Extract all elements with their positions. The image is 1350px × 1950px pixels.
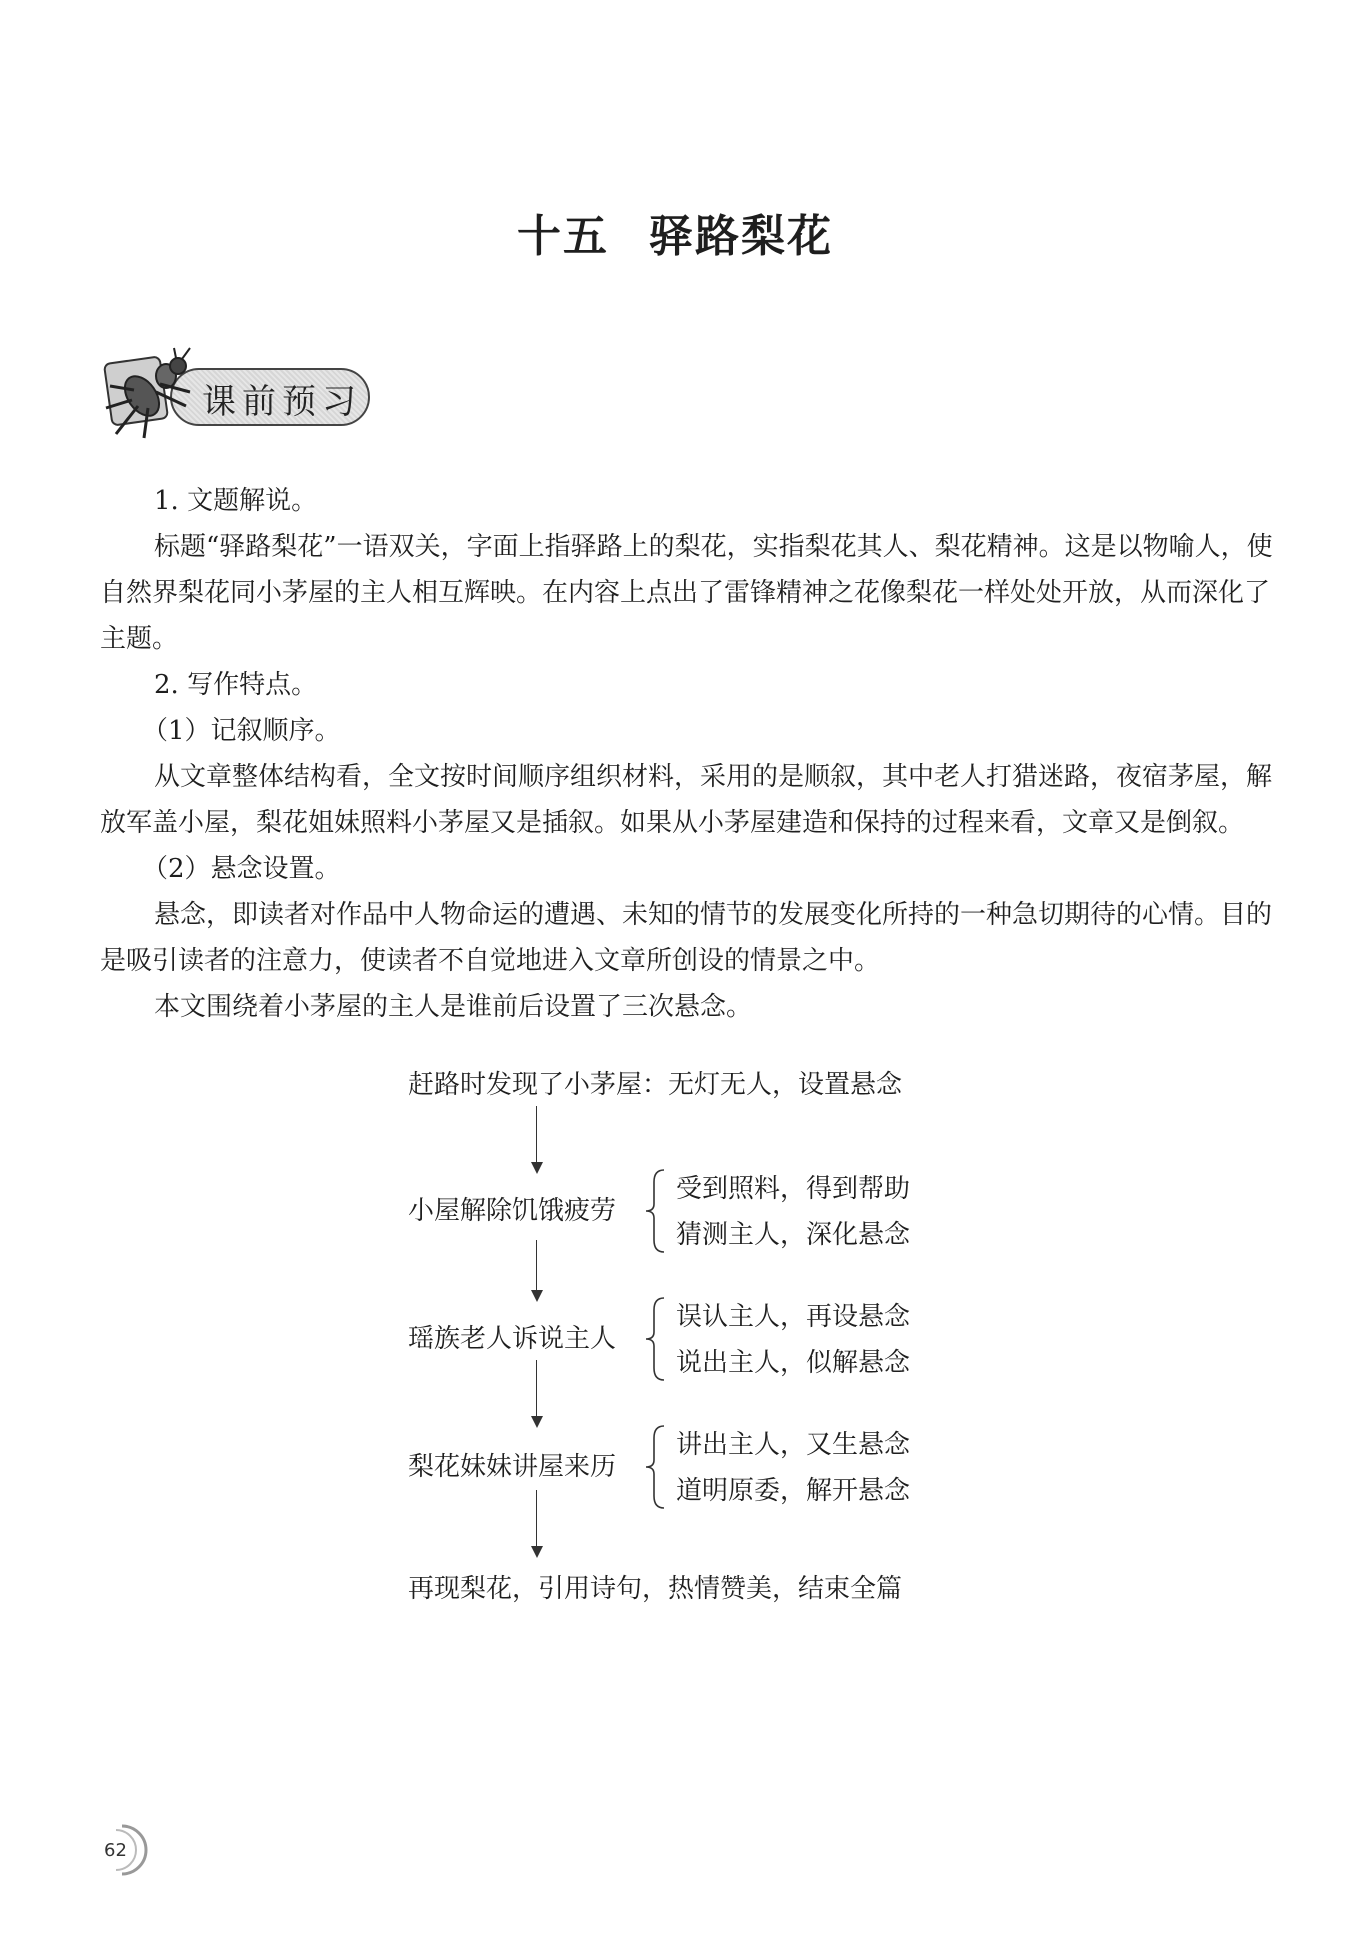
chapter-number: 十五	[517, 211, 609, 262]
flow-step-point: 误认主人，再设悬念	[676, 1302, 911, 1332]
paragraph-title-explain: 标题“驿路梨花”一语双关，字面上指驿路上的梨花，实指梨花其人、梨花精神。这是以物喻人，使自然界梨花同小茅屋的主人相互辉映。在内容上点出了雷锋精神之花像梨花一样处处开放，从而深化了主题。	[100, 532, 1273, 654]
brace-icon	[642, 1166, 668, 1256]
flow-end: 再现梨花，引用诗句，热情赞美，结束全篇	[408, 1574, 903, 1604]
flow-step-label: 瑶族老人诉说主人	[408, 1324, 617, 1354]
flow-step-label: 小屋解除饥饿疲劳	[408, 1196, 617, 1226]
paragraph-three-suspense: 本文围绕着小茅屋的主人是谁前后设置了三次悬念。	[154, 992, 753, 1022]
paragraph-suspense: 悬念，即读者对作品中人物命运的遭遇、未知的情节的发展变化所持的一种急切期待的心情。目的是吸引读者的注意力，使读者不自觉地进入文章所创设的情景之中。	[100, 900, 1273, 976]
paragraph-narrative-order: 从文章整体结构看，全文按时间顺序组织材料，采用的是顺叙，其中老人打猎迷路，夜宿茅屋，解放军盖小屋，梨花姐妹照料小茅屋又是插叙。如果从小茅屋建造和保持的过程来看，文章又是倒叙。	[100, 762, 1273, 838]
subheading-1: （1）记叙顺序。	[142, 716, 341, 746]
flow-arrow-line	[536, 1240, 537, 1292]
arrow-down-icon	[531, 1546, 543, 1558]
brace-icon	[642, 1422, 668, 1512]
subheading-2: （2）悬念设置。	[142, 854, 341, 884]
flow-arrow-line	[536, 1106, 537, 1164]
flow-step-point: 讲出主人，又生悬念	[676, 1430, 911, 1460]
arrow-down-icon	[531, 1162, 543, 1174]
flow-step-point: 说出主人，似解悬念	[676, 1348, 911, 1378]
banner-label: 课前预习	[202, 382, 362, 422]
section-banner	[98, 346, 378, 446]
flow-step-point: 受到照料，得到帮助	[676, 1174, 911, 1204]
heading-1: 1. 文题解说。	[154, 486, 318, 516]
flow-step-label: 梨花妹妹讲屋来历	[408, 1452, 617, 1482]
arrow-down-icon	[531, 1416, 543, 1428]
chapter-name: 驿路梨花	[649, 211, 833, 262]
flow-start: 赶路时发现了小茅屋：无灯无人，设置悬念	[408, 1070, 903, 1100]
flow-step-point: 猜测主人，深化悬念	[676, 1220, 911, 1250]
flow-step-point: 道明原委，解开悬念	[676, 1476, 911, 1506]
page-number: 62	[104, 1840, 127, 1861]
brace-icon	[642, 1294, 668, 1384]
arrow-down-icon	[531, 1290, 543, 1302]
page-title	[0, 200, 1350, 264]
heading-2: 2. 写作特点。	[154, 670, 318, 700]
ant-icon	[98, 346, 208, 446]
flow-arrow-line	[536, 1490, 537, 1548]
body-text	[100, 478, 1284, 1030]
flow-arrow-line	[536, 1360, 537, 1418]
